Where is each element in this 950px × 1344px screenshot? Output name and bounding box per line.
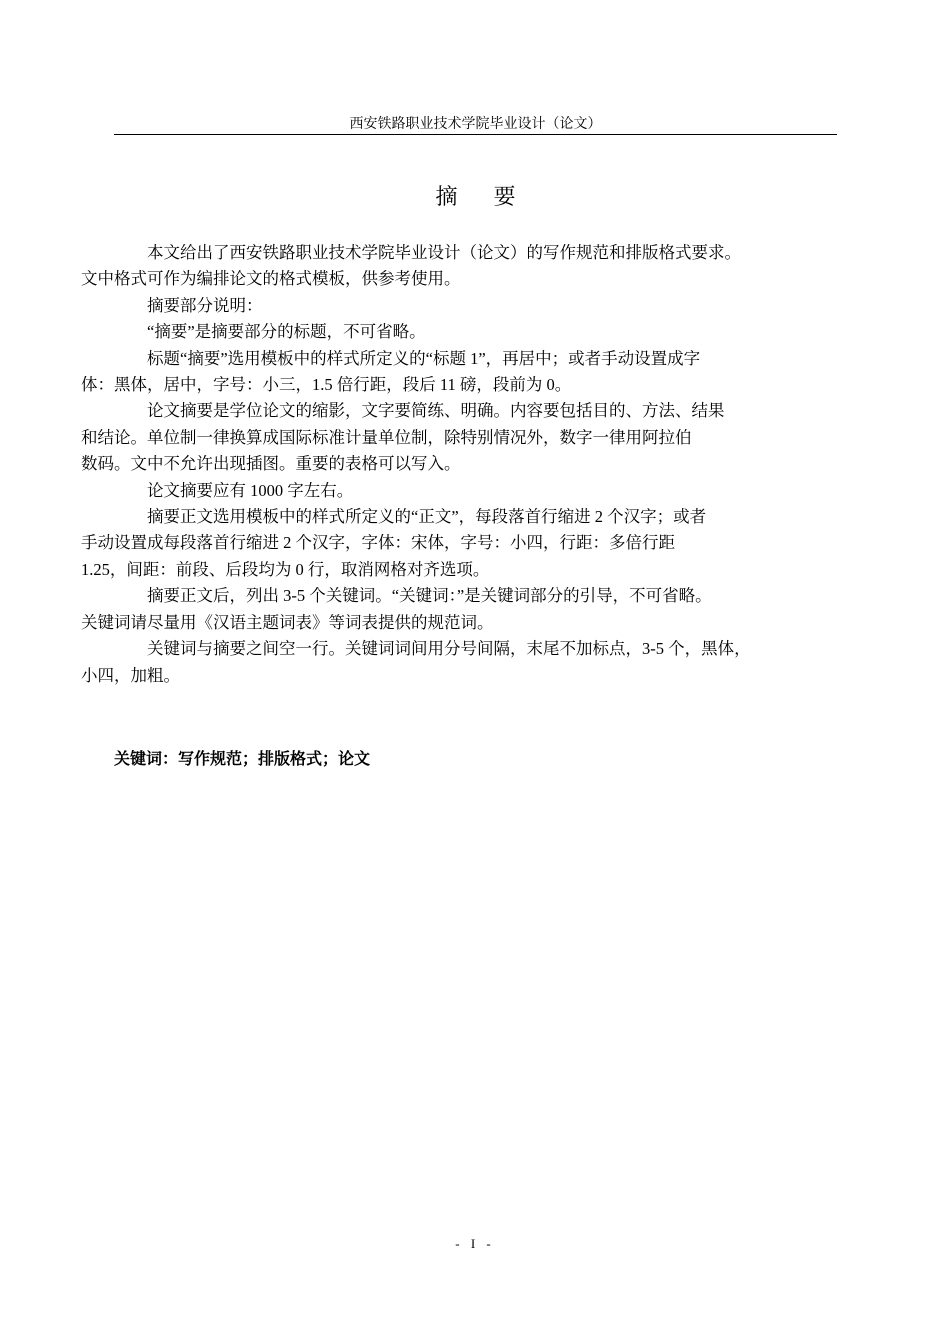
paragraph: [114, 478, 837, 504]
paragraph: [81, 583, 837, 636]
paragraph: [81, 504, 837, 583]
paragraph-line: 数码。文中不允许出现插图。重要的表格可以写入。: [81, 454, 461, 474]
paragraph-line: 文中格式可作为编排论文的格式模板，供参考使用。: [81, 269, 461, 289]
paragraph-line: 本文给出了西安铁路职业技术学院毕业设计（论文）的写作规范和排版格式要求。: [147, 243, 741, 262]
paragraph-line: 关键词请尽量用《汉语主题词表》等词表提供的规范词。: [81, 612, 494, 632]
paragraph-line: 摘要部分说明：: [147, 295, 263, 315]
keywords-line: 关键词：写作规范；排版格式；论文: [114, 749, 371, 768]
paragraph-line: 论文摘要是学位论文的缩影，文字要简练、明确。内容要包括目的、方法、结果: [147, 401, 725, 421]
paragraph-line: 小四，加粗。: [81, 665, 180, 685]
abstract-body: [81, 240, 837, 689]
paragraph: [114, 319, 837, 345]
paragraph: [81, 346, 837, 399]
paragraph: [81, 636, 837, 689]
paragraph-line: 关键词与摘要之间空一行。关键词词间用分号间隔，末尾不加标点，3-5 个，黑体，: [147, 639, 751, 659]
paragraph-line: 摘要正文后，列出 3-5 个关键词。“关键词：”是关键词部分的引导，不可省略。: [147, 586, 712, 606]
abstract-title: 摘要: [435, 185, 552, 210]
paragraph-line: 论文摘要应有 1000 字左右。: [147, 480, 354, 500]
paragraph-line: 和结论。单位制一律换算成国际标准计量单位制，除特别情况外，数字一律用阿拉伯: [81, 427, 692, 447]
paragraph-line: 标题“摘要”选用模板中的样式所定义的“标题 1”，再居中；或者手动设置成字: [147, 348, 701, 368]
page-header: 西安铁路职业技术学院毕业设计（论文）: [349, 117, 602, 132]
paragraph-line: “摘要”是摘要部分的标题，不可省略。: [147, 322, 426, 342]
paragraph-line: 体：黑体，居中，字号：小三，1.5 倍行距，段后 11 磅，段前为 0。: [81, 375, 572, 395]
paragraph-line: 手动设置成每段落首行缩进 2 个汉字，字体：宋体，字号：小四，行距：多倍行距: [81, 533, 675, 553]
header-rule: [114, 134, 837, 135]
paragraph: [81, 240, 837, 293]
page-number: - I -: [455, 1236, 495, 1251]
paragraph: [114, 293, 837, 319]
paragraph-line: 摘要正文选用模板中的样式所定义的“正文”，每段落首行缩进 2 个汉字；或者: [147, 507, 707, 527]
paragraph-line: 1.25，间距：前段、后段均为 0 行，取消网格对齐选项。: [81, 559, 490, 579]
paragraph: [81, 398, 837, 477]
